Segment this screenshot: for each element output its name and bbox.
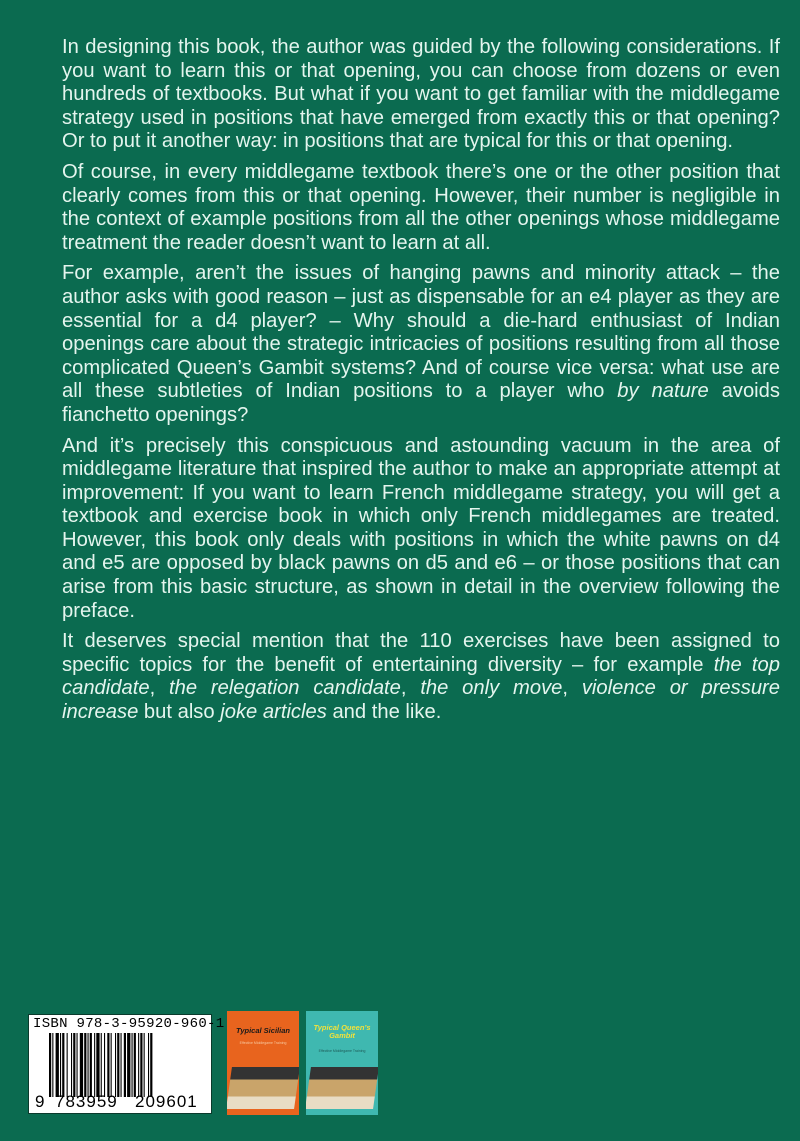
barcode-bar (52, 1033, 53, 1097)
related-book-title: Typical Sicilian (236, 1026, 290, 1035)
related-book-cover-queens-gambit (306, 1011, 378, 1115)
barcode-bar (150, 1033, 152, 1097)
barcode-bar (124, 1033, 126, 1097)
chessboard-image (227, 1067, 299, 1109)
italic-text: the only move (420, 677, 563, 700)
barcode-bar (80, 1033, 83, 1097)
isbn-label: ISBN 978-3-95920-960-1 (33, 1016, 225, 1032)
barcode-bar (117, 1033, 119, 1097)
barcode-bar (90, 1033, 92, 1097)
barcode-digits (35, 1092, 198, 1112)
text-segment: but also (138, 701, 221, 724)
barcode-bar (138, 1033, 139, 1097)
barcode-bar (94, 1033, 95, 1097)
related-book-title: Typical Queen’s Gambit (313, 1023, 371, 1040)
barcode-bar (148, 1033, 149, 1097)
barcode-bar (132, 1033, 133, 1097)
barcode-bar (115, 1033, 116, 1097)
barcode-bar (73, 1033, 75, 1097)
barcode-bar (49, 1033, 51, 1097)
barcode-bar (144, 1033, 145, 1097)
related-book-subtitle: Effective Middlegame Training (239, 1041, 287, 1045)
barcode-bar (77, 1033, 78, 1097)
barcode-bar (96, 1033, 99, 1097)
text-segment: For example, aren’t the issues of hanging pawns and minority attack – the author asks with good reason – just as dispensable for an e4 player as they are essential for a d4 player? – Why should a die-hard enthusiast of Indian openings care about the strategic intricacies of positions resulting from all those complicated Queen’s Gambit systems? And of course vice versa: what use are all these subtleties of Indian positions to a player who (62, 262, 780, 403)
barcode-bar (104, 1033, 105, 1097)
blurb-paragraph (62, 262, 780, 427)
text-segment: It deserves special mention that the 110 exercises have been assigned to specific topics for the benefit of entertaining diversity – for example (62, 630, 780, 676)
barcode-bar (88, 1033, 89, 1097)
text-segment: , (562, 677, 582, 700)
barcode-bar (140, 1033, 142, 1097)
blurb-paragraph (62, 630, 780, 724)
italic-text: joke articles (220, 701, 327, 724)
barcode-bar (62, 1033, 64, 1097)
barcode-digits-right: 209601 (135, 1092, 198, 1111)
related-book-cover-sicilian (227, 1011, 299, 1115)
barcode-bar (127, 1033, 130, 1097)
italic-text: the relegation candidate (168, 677, 401, 700)
text-segment: And it’s precisely this conspicuous and astounding vacuum in the area of middlegame literature that inspired the author to make an appropriate attempt at improvement: If you want to learn French middlegame strategy, you will get a textbook and exercise book in which only French middlegames are treated. However, this book only deals with positions in which the white pawns on d4 and e5 are opposed by black pawns on d5 and e6 – or those positions that can arise from this basic structure, as shown in detail in the overview following the preface. (62, 434, 780, 622)
barcode-bars (49, 1033, 211, 1097)
barcode-bar (84, 1033, 86, 1097)
barcode-bar (101, 1033, 102, 1097)
text-segment: In designing this book, the author was guided by the following considerations. If you want to learn this or that opening, you can choose from dozens or even hundreds of textbooks. But what if you want to get familiar with the middlegame strategy used in positions that have emerged from exactly this or that opening? Or to put it another way: in positions that are typical for this or that opening. (62, 36, 780, 153)
text-segment: avoids fianchetto openings? (62, 380, 780, 426)
chessboard-image (306, 1067, 378, 1109)
italic-text: by nature (617, 380, 709, 403)
barcode-bar (56, 1033, 59, 1097)
barcode-bar (111, 1033, 112, 1097)
barcode-bar (134, 1033, 136, 1097)
blurb-paragraph (62, 161, 780, 255)
barcode-bar (60, 1033, 61, 1097)
blurb-paragraph (62, 435, 780, 624)
barcode-bar (107, 1033, 109, 1097)
barcode-digits-left: 783959 (55, 1092, 118, 1111)
italic-text: the top candidate (62, 653, 780, 700)
italic-text: violence or pressure increase (62, 677, 781, 724)
related-book-subtitle: Effective Middlegame Training (318, 1049, 366, 1053)
text-segment: , (400, 677, 421, 700)
text-segment: , (149, 677, 169, 700)
text-segment: and the like. (326, 701, 442, 724)
back-cover-blurb (62, 36, 780, 732)
blurb-paragraph (62, 36, 780, 154)
barcode-bar (67, 1033, 68, 1097)
barcode-digit-first: 9 (35, 1092, 45, 1111)
barcode-bar (121, 1033, 122, 1097)
barcode-bar (71, 1033, 72, 1097)
isbn-barcode (28, 1014, 225, 1114)
text-segment: Of course, in every middlegame textbook there’s one or the other position that clearly comes from this or that opening. However, their number is negligible in the context of example positions from all the other openings whose middlegame treatment the reader doesn’t want to learn at all. (62, 160, 780, 254)
